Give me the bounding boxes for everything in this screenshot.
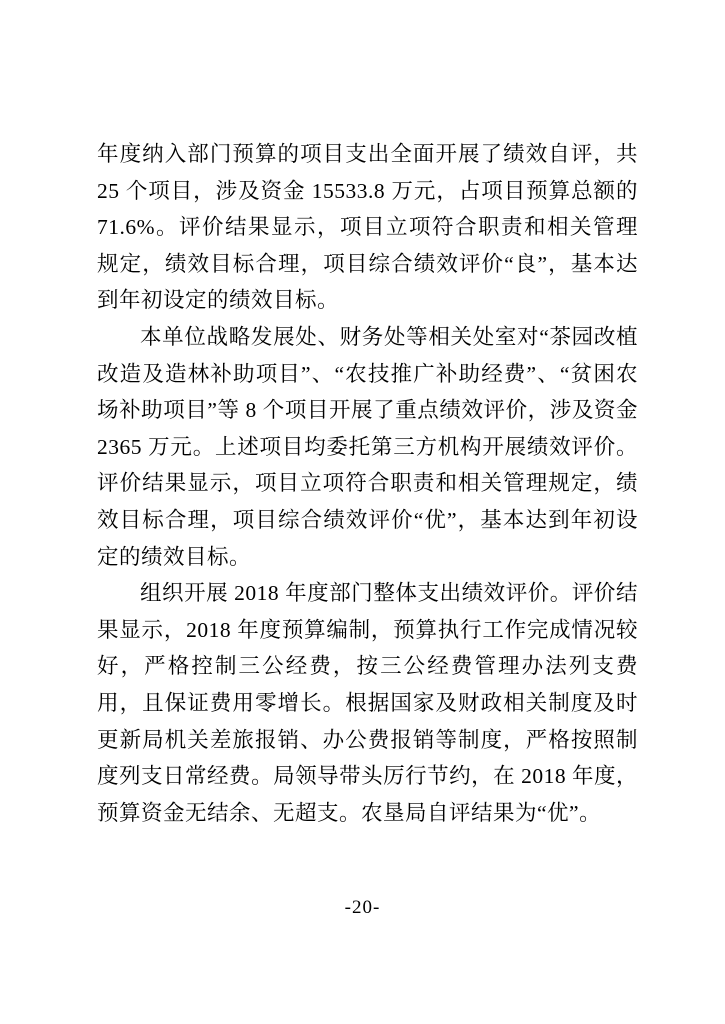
paragraph-self-evaluation: 年度纳入部门预算的项目支出全面开展了绩效自评，共 25 个项目，涉及资金 15533.8 万元，占项目预算总额的 71.6%。评价结果显示，项目立项符合职责和相关管理规定，绩效目标合理，项目综合绩效评价“良”，基本达到年初设定的绩效目标。: [97, 142, 638, 313]
paragraph-key-performance-evaluation: 本单位战略发展处、财务处等相关处室对“茶园改植改造及造林补助项目”、“农技推广补助经费”、“贫困农场补助项目”等 8 个项目开展了重点绩效评价，涉及资金 2365 万元。上述项目均委托第三方机构开展绩效评价。评价结果显示，项目立项符合职责和相关管理规定，绩效目标合理，项目综合绩效评价“优”，基本达到年初设定的绩效目标。: [97, 324, 638, 569]
page-number: -20-: [344, 897, 381, 918]
document-body: [97, 136, 638, 831]
paragraph-department-overall-evaluation: 组织开展 2018 年度部门整体支出绩效评价。评价结果显示，2018 年度预算编制，预算执行工作完成情况较好，严格控制三公经费，按三公经费管理办法列支费用，且保证费用零增长。根据国家及财政相关制度及时更新局机关差旅报销、办公费报销等制度，严格按照制度列支日常经费。局领导带头厉行节约，在 2018 年度，预算资金无结余、无超支。农垦局自评结果为“优”。: [97, 581, 638, 825]
